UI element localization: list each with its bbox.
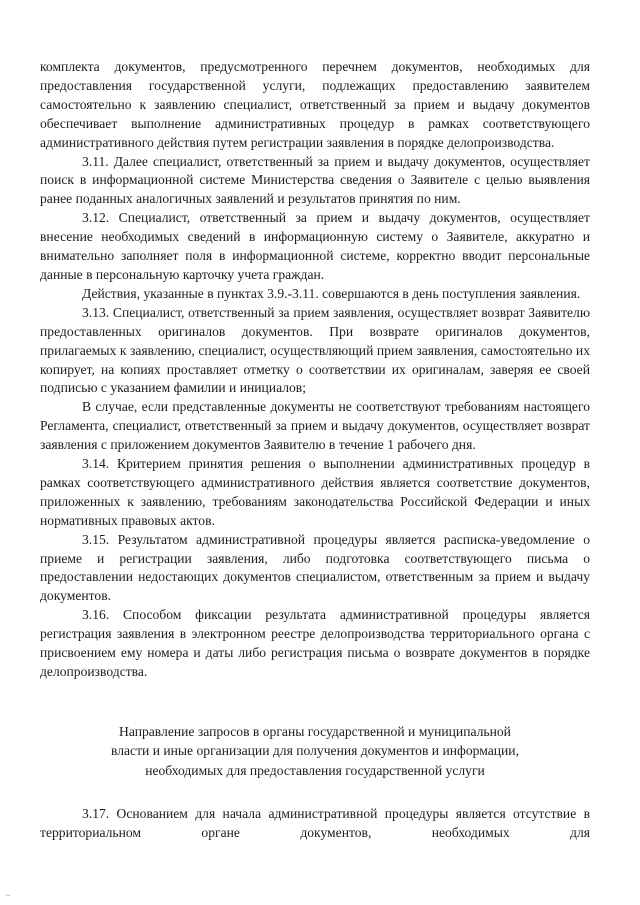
section-heading-line: власти и иные организации для получения документов и информации, bbox=[111, 743, 519, 759]
paragraph-3-16: 3.16. Способом фиксации результата административной процедуры является регистрация заявления в электронном реестре делопроизводства территориального органа с присвоением ему номера и даты либо регистрация письма о возврате документов в порядке делопроизводства. bbox=[40, 607, 590, 679]
section-heading bbox=[40, 722, 590, 781]
paragraph-continuation: комплекта документов, предусмотренного перечнем документов, необходимых для предоставления государственной услуги, подлежащих предоставлению заявителем самостоятельно к заявлению специалист, ответственный за прием и выдачу документов обеспечивает выполнение административных процедур в рамках соответствующего административного действия путем регистрации заявления в порядке делопроизводства. bbox=[40, 59, 590, 150]
paragraph-return-case: В случае, если представленные документы не соответствуют требованиям настоящего Регламента, специалист, ответственный за прием и выдачу документов, осуществляет возврат заявления с приложением документов Заявителю в течение 1 рабочего дня. bbox=[40, 399, 590, 453]
section-heading-line: необходимых для предоставления государственной услуги bbox=[145, 762, 485, 778]
paragraph-3-12: 3.12. Специалист, ответственный за прием и выдачу документов, осуществляет внесение необходимых сведений в информационную систему о Заявителе, аккуратно и внимательно заполняет поля в информационной системе, корректно вводит персональные данные в персональную карточку учета граждан. bbox=[40, 210, 590, 282]
paragraph-3-14: 3.14. Критерием принятия решения о выполнении административных процедур в рамках соответствующего административного действия является соответствие документов, приложенных к заявлению, требованиям законодательства Российской Федерации и иных нормативных правовых актов. bbox=[40, 456, 590, 528]
paragraph-actions-note: Действия, указанные в пунктах 3.9.-3.11. совершаются в день поступления заявления. bbox=[82, 285, 581, 301]
section-heading-line: Направление запросов в органы государственной и муниципальной bbox=[119, 723, 511, 739]
paragraph-3-11: 3.11. Далее специалист, ответственный за прием и выдачу документов, осуществляет поиск в информационной системе Министерства сведения о Заявителе с целью выявления ранее поданных аналогичных заявлений и результатов принятия по ним. bbox=[40, 153, 590, 207]
paragraph-3-13: 3.13. Специалист, ответственный за прием заявления, осуществляет возврат Заявителю предоставленных оригиналов документов. При возврате оригиналов документов, прилагаемых к заявлению, специалист, осуществляющий прием заявления, самостоятельно их копирует, на копиях проставляет отметку о соответствии их оригиналам, заверяя ее своей подписью с указанием фамилии и инициалов; bbox=[40, 304, 590, 396]
scan-corner-mark: ~ bbox=[6, 892, 10, 900]
paragraph-3-17: 3.17. Основанием для начала административной процедуры является отсутствие в территориальном органе документов, необходимых для bbox=[40, 806, 590, 841]
paragraph-3-15: 3.15. Результатом административной процедуры является расписка-уведомление о приеме и регистрации заявления, либо подготовка соответствующего письма о предоставлении недостающих документов специалистом, ответственным за прием и выдачу документов. bbox=[40, 531, 590, 604]
